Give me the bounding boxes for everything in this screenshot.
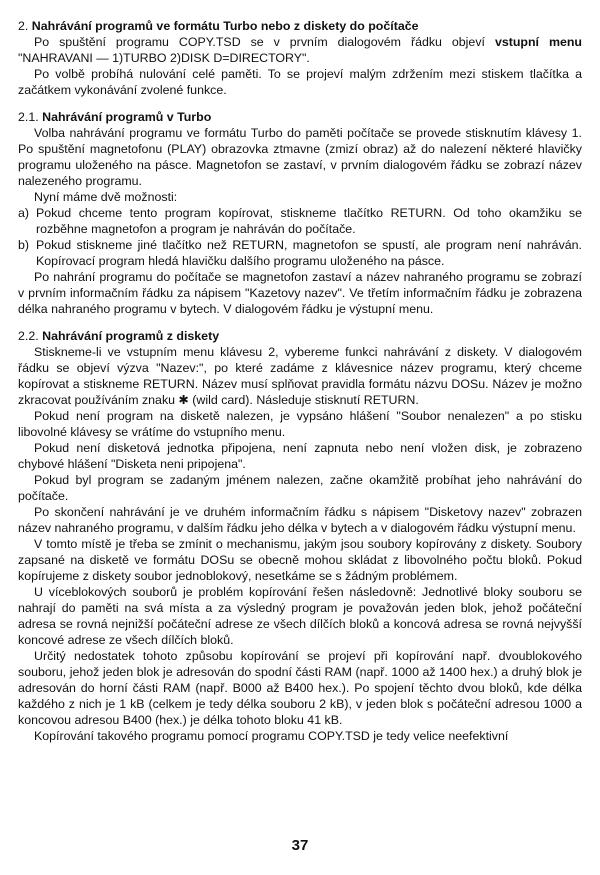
paragraph-text: Po spuštění programu COPY.TSD se v prvním dialogovém řádku objeví: [34, 35, 495, 49]
option-a: [18, 205, 582, 237]
section-2-2-paragraph-6: V tomto místě je třeba se zmínit o mechanismu, jakým jsou soubory kopírovány z diskety. Soubory zapsané na disketě ve formátu DOSu se obecně mohou skládat z libovolného počtu bloků. Pokud kopírujeme z diskety soubor jednoblokový, nesetkáme se s žádným problémem.: [18, 537, 582, 583]
section-2-2-paragraph-1: Stiskneme-li ve vstupním menu klávesu 2, vybereme funkci nahrávání z diskety. V dialogovém řádku se objeví výzva "Nazev:", po které zadáme z klávesnice název programu, který chceme kopírovat a stiskneme RETURN. Název musí splňovat pravidla formátu názvu DOSu. Název je možno zkracovat používáním znaku ✱ (wild card). Následuje stisknutí RETURN.: [18, 345, 582, 407]
section-2-paragraph-2: Po volbě probíhá nulování celé paměti. To se projeví malým zdržením mezi stiskem tlačítka a začátkem vykonávání zvolené funkce.: [18, 67, 582, 97]
section-2-2-paragraph-8: Určitý nedostatek tohoto způsobu kopírování se projeví při kopírování např. dvoublokového souboru, jehož jeden blok je adresován do spodní části RAM (např. 1000 až 1400 hex.) a druhý blok je adresován do horní části RAM (např. B000 až B400 hex.). Po spojení těchto dvou bloků, kde délka každého z nich je 1 kB (celkem je tedy délka souboru 2 kB), v jeden blok s počáteční adresou 1000 a koncovou adresou B400 (hex.) je délka tohoto bloku 41 kB.: [18, 649, 582, 727]
section-2-2-number: 2.2.: [18, 329, 39, 343]
spacer: [18, 98, 582, 109]
section-2-2-paragraph-3: Pokud není disketová jednotka připojena, není zapnuta nebo není vložen disk, je zobrazeno chybové hlášení "Disketa neni pripojena".: [18, 441, 582, 471]
section-2-2-title: Nahrávání programů z diskety: [42, 329, 220, 343]
section-2-1-paragraph-1: Volba nahrávání programu ve formátu Turbo do paměti počítače se provede stisknutím klávesy 1. Po spuštění magnetofonu (PLAY) obrazovka ztmavne (zmizí obraz) až do nalezení některé hlavičky programu uloženého na pásce. Magnetofon se zastaví, v prvním dialogovém řádku se zobrazí název nalezeného programu.: [18, 126, 582, 188]
section-2-2-paragraph-5: Po skončení nahrávání je ve druhém informačním řádku s nápisem "Disketovy nazev" zobrazen název nahraného programu, v dalším řádku jeho délka v bytech a v dialogovém řádku výstupní menu.: [18, 505, 582, 535]
section-2-1-paragraph-3: Po nahrání programu do počítače se magnetofon zastaví a název nahraného programu se zobrazí v prvním informačním řádku za nápisem "Kazetovy nazev". Ve třetím informačním řádku je zobrazena délka nahraného programu v bytech. V dialogovém řádku je výstupní menu.: [18, 270, 582, 316]
section-2-2-paragraph-4: Pokud byl program se zadaným jménem nalezen, začne okamžitě probíhat jeho nahrávání do počítače.: [18, 473, 582, 503]
section-2-1-paragraph-2: Nyní máme dvě možnosti:: [34, 190, 178, 204]
section-2-2-paragraph-2: Pokud není program na disketě nalezen, je vypsáno hlášení "Soubor nenalezen" a po stisku libovolné klávesy se vrátíme do vstupního menu.: [18, 409, 582, 439]
spacer: [18, 317, 582, 328]
options-list: [18, 205, 582, 269]
section-2-1-title: Nahrávání programů v Turbo: [42, 110, 212, 124]
section-2-1-number: 2.1.: [18, 110, 39, 124]
paragraph-text: "NAHRAVANI — 1)TURBO 2)DISK D=DIRECTORY".: [18, 51, 310, 65]
section-2-2-heading: [18, 328, 582, 344]
option-b-text: Pokud stiskneme jiné tlačítko než RETURN, magnetofon se spustí, ale program není nahráván. Kopírovací program hledá hlavičku dalšího programu uloženého na pásce.: [36, 238, 582, 268]
option-a-text: Pokud chceme tento program kopírovat, stiskneme tlačítko RETURN. Od toho okamžiku se rozběhne magnetofon a program je nahráván do počítače.: [36, 206, 582, 236]
option-b-label: b): [18, 238, 30, 252]
section-2-2-paragraph-9: Kopírování takového programu pomocí programu COPY.TSD je tedy velice neefektivní: [34, 729, 509, 743]
section-2-2-paragraph-7: U víceblokových souborů je problém kopírování řešen následovně: Jednotlivé bloky souboru se nahrají do paměti na svá místa a za výsledný program je považován jeden blok, jehož počáteční adresa se rovná nejnižší počáteční adrese ze všech dílčích bloků a koncová adresa se rovná nejvyšší koncové adrese ze všech dílčích bloků.: [18, 585, 582, 647]
page-number: 37: [291, 837, 309, 854]
option-a-label: a): [18, 206, 30, 220]
section-2-1-heading: [18, 109, 582, 125]
section-2-title: Nahrávání programů ve formátu Turbo nebo z diskety do počítače: [31, 19, 419, 33]
section-2-paragraph-1: [18, 34, 582, 66]
input-menu-term: vstupní menu: [494, 35, 582, 49]
option-b: [18, 237, 582, 269]
section-2-number: 2.: [18, 19, 29, 33]
section-2-heading: [18, 18, 582, 34]
